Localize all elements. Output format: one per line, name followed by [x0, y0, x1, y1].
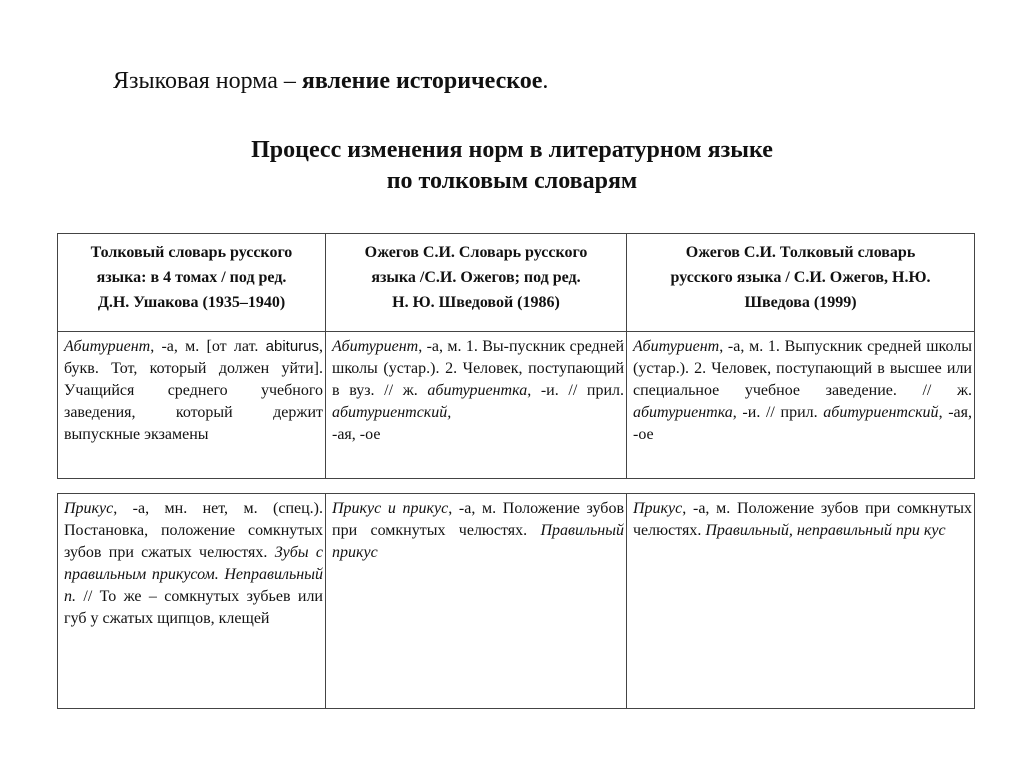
headword: Абитуриент	[64, 338, 151, 355]
entry-prikus-ozhegov-1986	[326, 494, 627, 709]
feminine-form: абитуриентка	[427, 382, 528, 399]
header-ushakov	[58, 234, 326, 332]
dictionary-table-prikus	[57, 493, 975, 709]
entry-text: , -и. // прил.	[527, 382, 625, 399]
header-line: Ожегов С.И. Толковый словарь	[685, 244, 916, 261]
headword: Прикус	[633, 500, 683, 517]
latin-word: abiturus	[265, 338, 320, 355]
entry-abiturient-ozhegov-1999	[627, 332, 975, 479]
usage-example: Правильный, неправильный при кус	[705, 522, 946, 539]
header-line: Ожегов С.И. Словарь русского	[364, 244, 588, 261]
entry-prikus-ozhegov-1999	[627, 494, 975, 709]
page-title	[150, 135, 874, 197]
entry-abiturient-ozhegov-1986	[326, 332, 627, 479]
entry-text: // То же – сомкнутых зубьев или губ у сжатых щипцов, клещей	[64, 588, 323, 627]
header-line: Шведова (1999)	[744, 294, 857, 311]
entry-text: -ая, -ое	[332, 426, 381, 443]
headword: Прикус	[64, 500, 114, 517]
headword: Абитуриент	[633, 338, 720, 355]
table-row-prikus	[58, 494, 975, 709]
header-line: Д.Н. Ушакова (1935–1940)	[97, 294, 286, 311]
entry-text: , -ая, -ое	[633, 404, 973, 443]
title-line-2: по толковым словарям	[386, 168, 638, 194]
dictionary-table-abiturient	[57, 233, 975, 479]
header-ozhegov-1999	[627, 234, 975, 332]
entry-text: , -а, мн. нет, м. (спец.). Постановка, положение сомкнутых зубов при сжатых челюстях.	[64, 500, 323, 561]
intro-plain: Языковая норма –	[113, 68, 302, 94]
header-line: русского языка / С.И. Ожегов, Н.Ю.	[670, 269, 931, 286]
intro-statement	[113, 66, 548, 96]
adjective-form: абитуриентский	[823, 404, 939, 421]
entry-abiturient-ushakov	[58, 332, 326, 479]
usage-example: Правильный прикус	[332, 522, 625, 561]
headword: Прикус и прикус	[332, 500, 449, 517]
entry-text: , -а, м. Положение зубов при сомкнутых челюстях.	[332, 500, 624, 539]
entry-text: , -а, м. Положение зубов при сомкнутых челюстях.	[633, 500, 972, 539]
intro-bold: явление историческое	[301, 68, 543, 94]
entry-text: , -а, м. [от лат.	[150, 338, 259, 355]
table-header-row	[58, 234, 975, 332]
header-line: языка: в 4 томах / под ред.	[96, 269, 287, 286]
entry-text: , -а, м. 1. Вы-пускник средней школы (устар.). 2. Человек, поступающий в вуз. // ж.	[332, 338, 624, 399]
header-line: языка /С.И. Ожегов; под ред.	[371, 269, 581, 286]
table-row-abiturient	[58, 332, 975, 479]
feminine-form: абитуриентка	[633, 404, 733, 421]
header-line: Н. Ю. Шведовой (1986)	[392, 294, 560, 311]
entry-text: , букв. Тот, который должен уйти]. Учащийся среднего учебного заведения, который держит выпускные экзамены	[64, 338, 324, 443]
usage-example: Зубы с правильным прикусом. Неправильный п.	[64, 544, 323, 605]
title-line-1: Процесс изменения норм в литературном языке	[251, 137, 773, 163]
entry-text: , -и. // прил.	[732, 404, 818, 421]
header-line: Толковый словарь русского	[90, 244, 293, 261]
adjective-form: абитуриентский,	[332, 404, 452, 421]
entry-text: , -а, м. 1. Выпускник средней школы (устар.). 2. Человек, поступающий в высшее или специальное учебное заведение. // ж.	[633, 338, 972, 399]
entry-prikus-ushakov	[58, 494, 326, 709]
header-ozhegov-1986	[326, 234, 627, 332]
headword: Абитуриент	[332, 338, 419, 355]
intro-tail: .	[542, 68, 549, 94]
